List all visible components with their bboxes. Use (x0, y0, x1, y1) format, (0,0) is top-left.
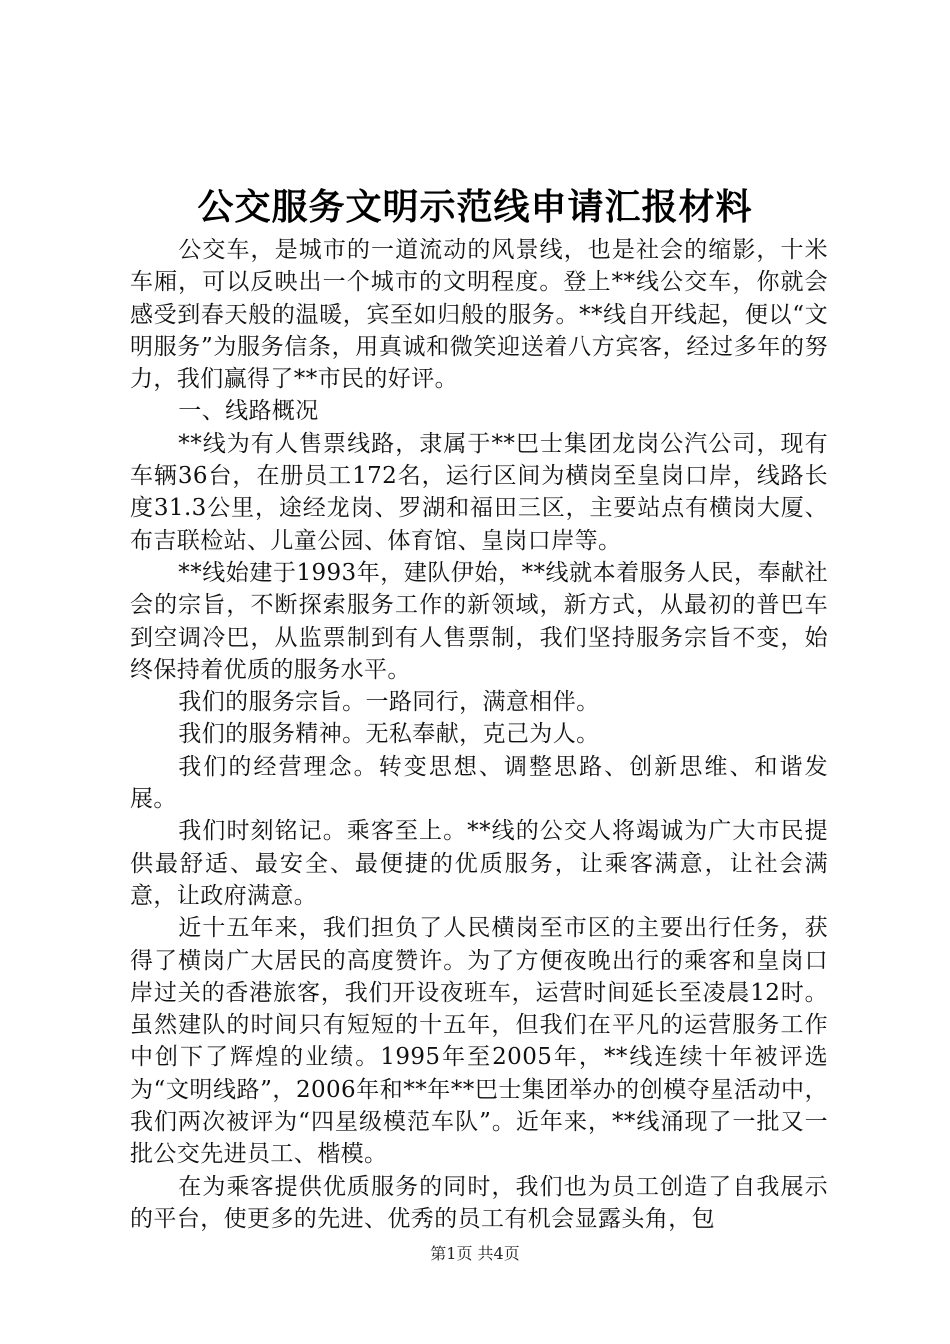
document-title: 公交服务文明示范线申请汇报材料 (197, 187, 753, 228)
paragraph: 我们的服务精神。无私奉献，克己为人。 (178, 721, 600, 748)
paragraph: **线始建于1993年，建队伊始，**线就本着服务人民，奉献社会的宗旨，不断探索服务工作的新领域，新方式，从最初的普巴车到空调冷巴，从监票制到有人售票制，我们坚持服务宗旨不变，始终保持着优质的服务水平。 (130, 559, 828, 683)
page-number-footer: 第1页 共4页 (430, 1244, 520, 1263)
section-heading: 一、线路概况 (178, 398, 319, 425)
paragraph: 我们的服务宗旨。一路同行，满意相伴。 (178, 689, 600, 716)
paragraph: **线为有人售票线路，隶属于**巴士集团龙岗公汽公司，现有车辆36台，在册员工172名，运行区间为横岗至皇岗口岸，线路长度31.3公里，途经龙岗、罗湖和福田三区，主要站点有横岗大厦、布吉联检站、儿童公园、体育馆、皇岗口岸等。 (130, 430, 828, 554)
paragraph: 在为乘客提供优质服务的同时，我们也为员工创造了自我展示的平台，使更多的先进、优秀的员工有机会显露头角，包 (130, 1173, 828, 1232)
document-body (130, 234, 828, 1235)
paragraph: 我们时刻铭记。乘客至上。**线的公交人将竭诚为广大市民提供最舒适、最安全、最便捷的优质服务，让乘客满意，让社会满意，让政府满意。 (130, 818, 828, 909)
paragraph: 近十五年来，我们担负了人民横岗至市区的主要出行任务，获得了横岗广大居民的高度赞许。为了方便夜晚出行的乘客和皇岗口岸过关的香港旅客，我们开设夜班车，运营时间延长至凌晨12时。虽然建队的时间只有短短的十五年，但我们在平凡的运营服务工作中创下了辉煌的业绩。1995年至2005年，**线连续十年被评选为“文明线路”，2006年和**年**巴士集团举办的创模夺星活动中，我们两次被评为“四星级模范车队”。近年来，**线涌现了一批又一批公交先进员工、楷模。 (130, 915, 828, 1168)
paragraph: 我们的经营理念。转变思想、调整思路、创新思维、和谐发展。 (130, 753, 828, 813)
paragraph-intro: 公交车，是城市的一道流动的风景线，也是社会的缩影，十米车厢，可以反映出一个城市的文明程度。登上**线公交车，你就会感受到春天般的温暖，宾至如归般的服务。**线自开线起，便以“文明服务”为服务信条，用真诚和微笑迎送着八方宾客，经过多年的努力，我们赢得了**市民的好评。 (130, 237, 828, 393)
